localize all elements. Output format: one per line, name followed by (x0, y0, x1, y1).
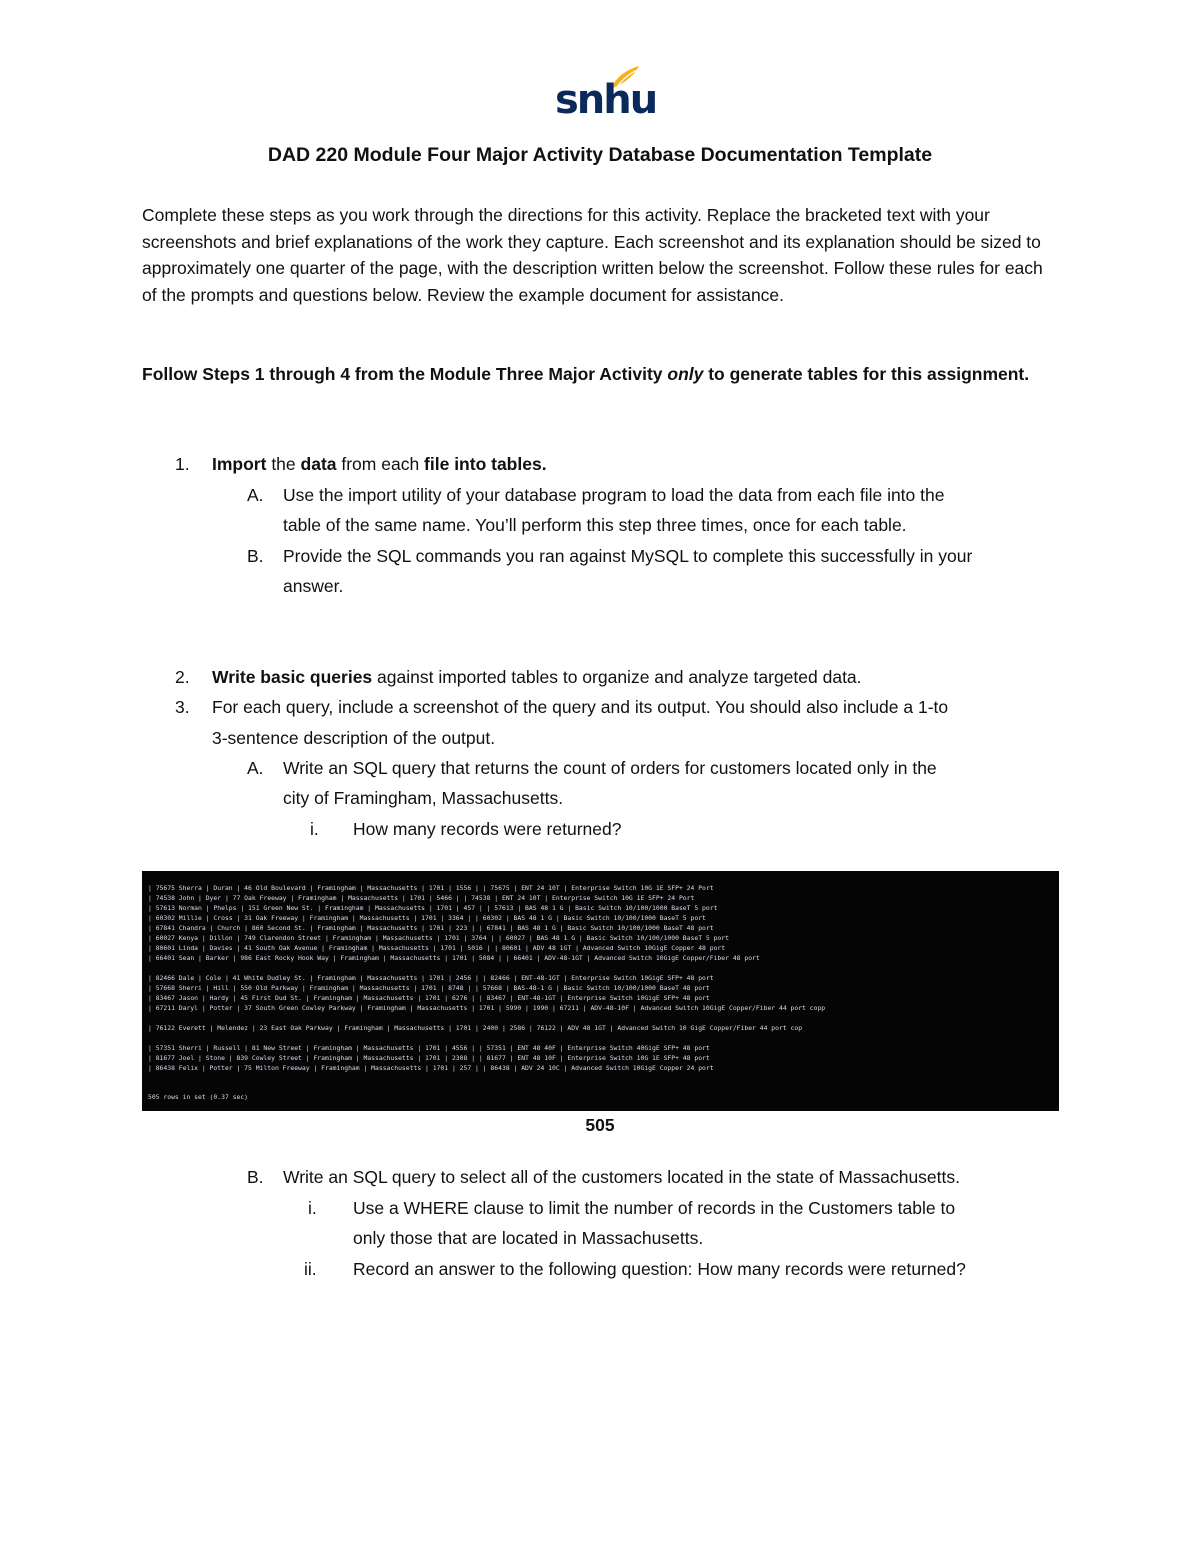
step3bi-label: i. (308, 1198, 317, 1218)
step1-text (212, 449, 547, 479)
step1a-line1: Use the import utility of your database program to load the data from each file into the (283, 485, 945, 505)
step1a-label: A. (247, 485, 264, 505)
terminal-row: | 57613 Norman | Phelps | 151 Green New St. | Framingham | Massachusetts | 1701 | 457 | | 57613 | BAS 48 1 G | Basic Switch 10/100/1000 BaseT 5 port (148, 904, 718, 912)
terminal-row: | 57351 Sherri | Russell | 81 New Street | Framingham | Massachusetts | 1701 | 4556 | | 57351 | ENT 48 40F | Enterprise Switch 40GigE SFP+ 48 port (148, 1044, 710, 1052)
step1b-label: B. (247, 546, 264, 566)
terminal-row: | 57668 Sherri | Hill | 550 Old Parkway | Framingham | Massachusetts | 1701 | 8748 | | 57668 | BAS-48-1 G | Basic Switch 10/100/1000 BaseT 48 port (148, 984, 710, 992)
terminal-row: | 67211 Daryl | Potter | 37 South Green Cowley Parkway | Framingham | Massachusetts | 1701 | 5990 | 1990 | 67211 | ADV-48-10F | Advanced Switch 10GigE Copper/Fiber 44 port copp (148, 1004, 826, 1012)
document-title: DAD 220 Module Four Major Activity Database Documentation Template (267, 144, 933, 166)
step1b-line1: Provide the SQL commands you ran against MySQL to complete this successfully in your (283, 546, 973, 566)
step2-number: 2. (175, 667, 190, 687)
terminal-row: | 82466 Dale | Cole | 41 White Dudley St. | Framingham | Massachusetts | 1701 | 2456 | | 82466 | ENT-48-1GT | Enterprise Switch 10GigE SFP+ 48 port (148, 974, 714, 982)
step3a-label: A. (247, 758, 264, 778)
terminal-footer: 505 rows in set (0.37 sec) (148, 1093, 249, 1101)
step1-bold-tables: file into tables. (424, 454, 547, 474)
step3-line2: 3-sentence description of the output. (212, 728, 496, 748)
step1-bold-data: data (300, 454, 337, 474)
snhu-logo (555, 64, 657, 124)
step2-rest: against imported tables to organize and analyze targeted data. (372, 667, 862, 687)
step3b-text: Write an SQL query to select all of the customers located in the state of Massachusetts. (283, 1167, 960, 1187)
logo-text: snhu (555, 77, 657, 123)
step1-mid2: from each (336, 454, 425, 474)
step3bii-label: ii. (304, 1259, 317, 1279)
follow-post: to generate tables for this assignment. (703, 364, 1030, 384)
step2-bold: Write basic queries (212, 667, 373, 687)
terminal-row: | 76122 Everett | Melendez | 23 East Oak Parkway | Framingham | Massachusetts | 1701 | 2400 | 2586 | 76122 | ADV 48 1GT | Advanced Switch 10 GigE Copper/Fiber 44 port cop (148, 1024, 803, 1032)
follow-instruction (142, 360, 1062, 389)
terminal-output (142, 871, 1059, 1111)
step3ai-label: i. (310, 819, 319, 839)
terminal-row: | 75675 Sherra | Duran | 46 Old Boulevard | Framingham | Massachusetts | 1701 | 1556 | | 75675 | ENT 24 10T | Enterprise Switch 10G 1E SFP+ 24 Port (148, 884, 714, 892)
terminal-row: | 80601 Linda | Davies | 41 South Oak Avenue | Framingham | Massachusetts | 1701 | 5016 | | 80601 | ADV 48 1GT | Advanced Switch 10GigE Copper 48 port (148, 944, 726, 952)
step3bi-line2: only those that are located in Massachusetts. (353, 1228, 704, 1248)
terminal-row: | 83467 Jason | Hardy | 45 First Dud St. | Framingham | Massachusetts | 1701 | 6276 | | 83467 | ENT-48-1GT | Enterprise Switch 10GigE SFP+ 48 port (148, 994, 710, 1002)
step3bi-line1: Use a WHERE clause to limit the number of records in the Customers table to (353, 1198, 956, 1218)
follow-emphasis: only (667, 364, 704, 384)
step1-mid1: the (266, 454, 301, 474)
step1b-line2: answer. (283, 576, 344, 596)
terminal-row: | 60027 Kenya | Dillon | 749 Clarendon Street | Framingham | Massachusetts | 1701 | 3764 | | 60027 | BAS 48 1 G | Basic Switch 10/100/1000 BaseT 5 port (148, 934, 729, 942)
terminal-row: | 81677 Joel | Stone | 839 Cowley Street | Framingham | Massachusetts | 1701 | 2308 | | 81677 | ENT 48 10F | Enterprise Switch 10G 1E SFP+ 48 port (148, 1054, 710, 1062)
step3a-line1: Write an SQL query that returns the count of orders for customers located only in the (283, 758, 937, 778)
answer-value: 505 (585, 1115, 615, 1135)
step1a-line2: table of the same name. You’ll perform this step three times, once for each table. (283, 515, 907, 535)
terminal-row: | 86438 Felix | Potter | 75 Milton Freeway | Framingham | Massachusetts | 1701 | 257 | | 86438 | ADV 24 10C | Advanced Switch 10GigE Copper 24 port (148, 1064, 714, 1072)
terminal-row: | 74538 John | Dyer | 77 Oak Freeway | Framingham | Massachusetts | 1701 | 5466 | | 74538 | ENT 24 10T | Enterprise Switch 10G 1E SFP+ 24 Port (148, 894, 695, 902)
step3bii-text: Record an answer to the following question: How many records were returned? (353, 1259, 966, 1279)
query-output-screenshot (142, 871, 1059, 1111)
step3a-line2: city of Framingham, Massachusetts. (283, 788, 564, 808)
follow-pre: Follow Steps 1 through 4 from the Module Three Major Activity (142, 364, 668, 384)
step3-number: 3. (175, 697, 190, 717)
step1-bold-import: Import (212, 454, 267, 474)
terminal-row: | 67841 Chandra | Church | 860 Second St. | Framingham | Massachusetts | 1701 | 223 | | 67841 | BAS 48 1 G | Basic Switch 10/100/1000 BaseT 48 port (148, 924, 714, 932)
step3b-label: B. (247, 1167, 264, 1187)
intro-paragraph: Complete these steps as you work through the directions for this activity. Replace the bracketed text with your screenshots and brief explanations of the work they capture. Each screenshot and its explanation should be sized to approximately one quarter of the page, with the description written below the screenshot. Follow these rules for each of the prompts and questions below. Review the example document for assistance. (142, 205, 1043, 305)
step3-line1: For each query, include a screenshot of the query and its output. You should also include a 1-to (212, 697, 949, 717)
step1-number: 1. (175, 454, 190, 474)
step2-text (212, 662, 862, 692)
step3ai-text: How many records were returned? (353, 819, 622, 839)
terminal-row: | 60302 Millie | Cross | 31 Oak Freeway | Framingham | Massachusetts | 1701 | 3364 | | 60302 | BAS 48 1 G | Basic Switch 10/100/1000 BaseT 5 port (148, 914, 706, 922)
terminal-row: | 66401 Sean | Barker | 986 East Rocky Hook Way | Framingham | Massachusetts | 1701 | 5084 | | 66401 | ADV-48-1GT | Advanced Switch 10GigE Copper/Fiber 48 port (148, 954, 760, 962)
